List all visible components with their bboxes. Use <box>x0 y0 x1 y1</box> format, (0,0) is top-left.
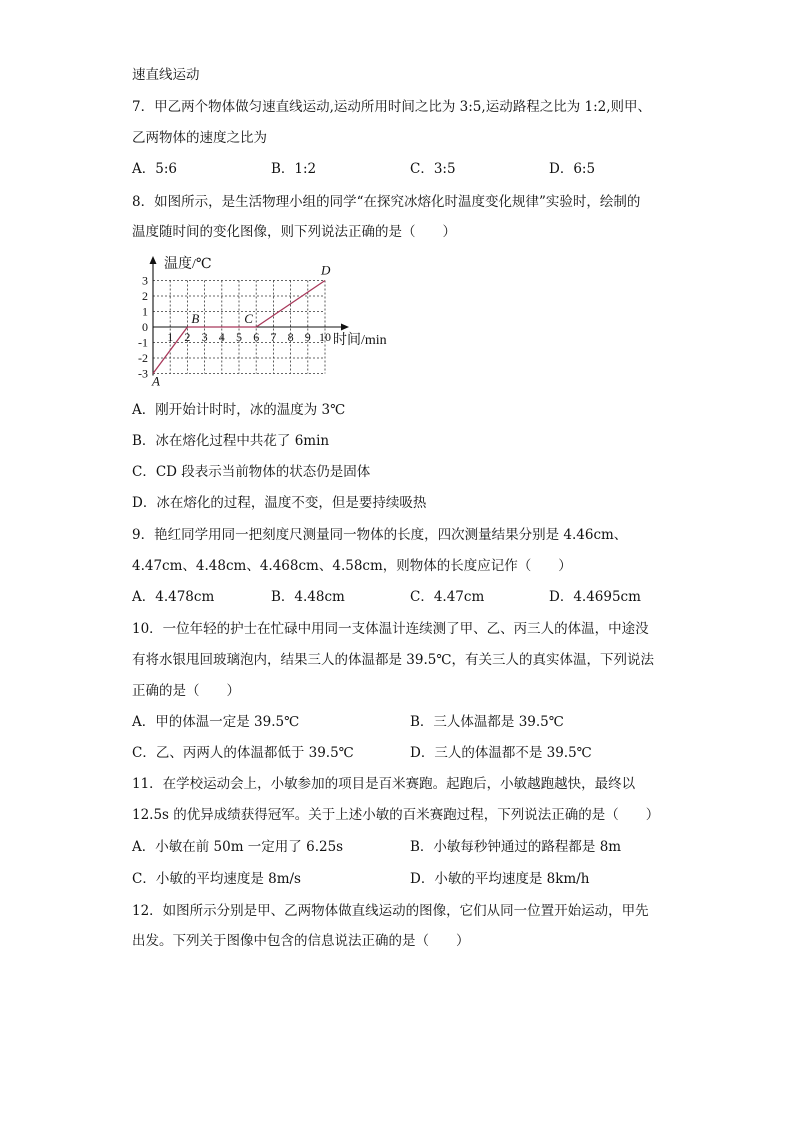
x-tick-label: 1 <box>167 330 174 344</box>
point-label: B <box>191 311 200 326</box>
q10-option-c[interactable]: C．乙、丙两人的体温都低于 39.5℃ <box>132 745 354 761</box>
q8-option-a[interactable]: A．刚开始计时时，冰的温度为 3℃ <box>132 402 346 418</box>
y-tick-label: 0 <box>142 320 148 334</box>
q11-option-c[interactable]: C．小敏的平均速度是 8m/s <box>132 871 301 887</box>
question-11-line1: 11．在学校运动会上，小敏参加的项目是百米赛跑。起跑后，小敏越跑越快，最终以 <box>132 776 636 792</box>
q10-option-d[interactable]: D．三人的体温都不是 39.5℃ <box>410 745 592 761</box>
point-label: C <box>244 311 253 326</box>
q11-option-d[interactable]: D．小敏的平均速度是 8km/h <box>410 871 590 887</box>
question-10-line2: 有将水银甩回玻璃泡内，结果三人的体温都是 39.5℃，有关三人的真实体温，下列说法 <box>132 652 654 668</box>
x-tick-label: 4 <box>218 330 225 344</box>
question-8-line1: 8．如图所示，是生活物理小组的同学“在探究冰熔化时温度变化规律”实验时，绘制的 <box>132 194 641 210</box>
q10-option-a[interactable]: A．甲的体温一定是 39.5℃ <box>132 714 300 730</box>
temperature-time-graph <box>128 252 418 392</box>
question-12-line1: 12．如图所示分别是甲、乙两物体做直线运动的图像，它们从同一位置开始运动，甲先 <box>132 903 649 919</box>
question-12-line2: 出发。下列关于图像中包含的信息说法正确的是（ ） <box>132 933 470 949</box>
q7-option-c[interactable]: C．3:5 <box>410 161 456 177</box>
y-tick-label: -2 <box>138 351 148 365</box>
x-tick-label: 7 <box>270 330 277 344</box>
x-tick-label: 3 <box>201 330 208 344</box>
point-label: A <box>152 373 160 389</box>
x-axis-arrow <box>341 324 349 331</box>
question-8-line2: 温度随时间的变化图像，则下列说法正确的是（ ） <box>132 224 456 240</box>
x-axis-label: 时间/min <box>333 333 387 348</box>
x-tick-label: 9 <box>304 330 311 344</box>
x-tick-label: 6 <box>253 330 260 344</box>
series-segment <box>256 281 325 328</box>
q9-option-a[interactable]: A．4.478cm <box>132 589 215 605</box>
question-10-line3: 正确的是（ ） <box>132 683 240 699</box>
line-q6-tail: 速直线运动 <box>132 67 200 83</box>
q8-option-c[interactable]: C．CD 段表示当前物体的状态仍是固体 <box>132 464 371 480</box>
point-label: D <box>321 262 331 278</box>
y-tick-label: 2 <box>142 289 148 303</box>
question-7-line2: 乙两物体的速度之比为 <box>132 130 267 146</box>
question-9-line1: 9．艳红同学用同一把刻度尺测量同一物体的长度，四次测量结果分别是 4.46cm、 <box>132 527 628 543</box>
question-11-line2: 12.5s 的优异成绩获得冠军。关于上述小敏的百米赛跑过程，下列说法正确的是（ ） <box>132 807 660 823</box>
q10-option-b[interactable]: B．三人体温都是 39.5℃ <box>410 714 564 730</box>
q9-option-b[interactable]: B．4.48cm <box>271 589 345 605</box>
q8-option-d[interactable]: D．冰在熔化的过程，温度不变，但是要持续吸热 <box>132 495 427 511</box>
q7-option-b[interactable]: B．1:2 <box>271 161 317 177</box>
question-10-line1: 10．一位年轻的护士在忙碌中用同一支体温计连续测了甲、乙、丙三人的体温，中途没 <box>132 621 649 637</box>
y-axis-label: 温度/℃ <box>164 257 212 272</box>
q11-option-b[interactable]: B．小敏每秒钟通过的路程都是 8m <box>410 839 622 855</box>
y-axis-arrow <box>150 256 157 264</box>
x-tick-label: 2 <box>184 330 191 344</box>
q8-option-b[interactable]: B．冰在熔化过程中共花了 6min <box>132 433 330 449</box>
x-tick-label: 10 <box>319 330 331 344</box>
question-7-line1: 7．甲乙两个物体做匀速直线运动,运动所用时间之比为 3:5,运动路程之比为 1:2,则甲、 <box>132 99 651 115</box>
y-tick-label: 3 <box>142 273 148 288</box>
q11-option-a[interactable]: A．小敏在前 50m 一定用了 6.25s <box>132 839 344 855</box>
q7-option-d[interactable]: D．6:5 <box>549 161 596 177</box>
q9-option-c[interactable]: C．4.47cm <box>410 589 485 605</box>
x-tick-label: 8 <box>287 330 294 344</box>
y-tick-label: -3 <box>138 366 148 381</box>
x-tick-label: 5 <box>236 330 242 344</box>
y-tick-label: 1 <box>142 304 148 319</box>
q9-option-d[interactable]: D．4.4695cm <box>549 589 641 605</box>
data-series <box>151 263 331 389</box>
y-tick-label: -1 <box>138 335 148 350</box>
question-9-line2: 4.47cm、4.48cm、4.468cm、4.58cm，则物体的长度应记作（ ） <box>132 558 572 574</box>
q7-option-a[interactable]: A．5:6 <box>132 161 177 177</box>
